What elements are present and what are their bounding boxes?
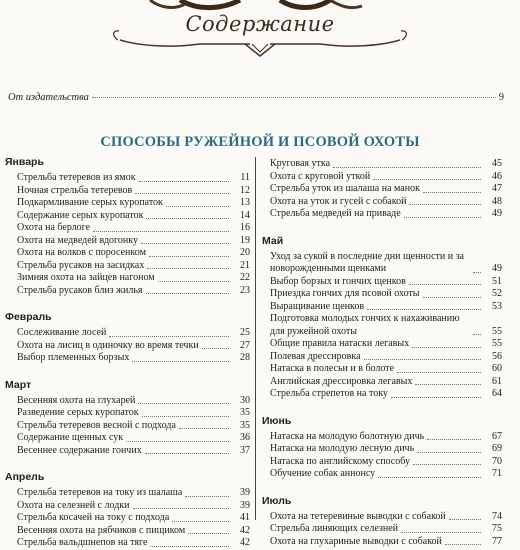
toc-entry[interactable] — [262, 288, 502, 301]
toc-entry[interactable] — [5, 395, 250, 408]
entry-title: Полевая дрессировка — [270, 350, 361, 362]
dot-leader — [138, 402, 229, 404]
dot-leader — [146, 217, 229, 219]
dot-leader — [109, 335, 229, 337]
toc-entry[interactable] — [5, 327, 250, 340]
month-heading: Март — [5, 378, 32, 391]
toc-entry[interactable] — [262, 376, 502, 389]
page-number: 25 — [240, 327, 250, 338]
page-number: 37 — [240, 444, 250, 456]
page-number: 42 — [240, 524, 250, 536]
entry-title: Выращивание щенков — [270, 300, 365, 312]
page-number: 11 — [240, 172, 250, 183]
toc-entry[interactable] — [262, 456, 502, 469]
toc-entry[interactable] — [5, 420, 250, 433]
page-number: 28 — [240, 352, 250, 363]
page-number: 30 — [240, 394, 250, 406]
page-number: 12 — [240, 184, 250, 196]
dot-leader — [367, 308, 481, 310]
entry-title: Натаска на молодую лесную дичь — [270, 443, 415, 454]
page-number: 19 — [240, 234, 250, 246]
dot-leader — [139, 180, 229, 182]
page-number: 39 — [240, 487, 250, 498]
month-heading: Июль — [262, 494, 292, 507]
dot-leader — [126, 440, 229, 442]
entry-title: Стрельба линяющих селезней — [270, 523, 399, 534]
entry-title: Охота на глухариные выводки с собакой — [270, 535, 442, 547]
toc-entry[interactable] — [5, 260, 250, 273]
dot-leader — [473, 271, 481, 273]
entry-title: Стрельба уток из шалаша на манок — [270, 183, 420, 194]
page-number: 35 — [240, 407, 250, 418]
entry-title: Общие правила натаски легавых — [270, 338, 410, 349]
page-number: 51 — [492, 275, 502, 287]
dot-leader — [423, 296, 481, 298]
entry-title: Ночная стрельба тетеревов — [17, 184, 133, 196]
dot-leader — [333, 166, 481, 168]
dot-leader — [409, 283, 481, 285]
toc-entry[interactable] — [262, 511, 502, 524]
dot-leader — [147, 267, 229, 269]
toc-entry[interactable] — [262, 388, 502, 401]
toc-entry[interactable] — [262, 208, 502, 221]
dot-leader — [373, 178, 481, 180]
entry-title: Охота с круговой уткой — [270, 170, 371, 182]
page-number: 16 — [240, 222, 250, 233]
page-number: 39 — [240, 499, 250, 511]
toc-entry[interactable] — [262, 171, 502, 184]
toc-entry[interactable] — [5, 352, 250, 365]
toc-entry[interactable] — [262, 338, 502, 351]
page-number: 75 — [492, 523, 502, 534]
entry-title: Выбор борзых и гончих щенков — [270, 275, 406, 287]
page-number: 64 — [492, 388, 502, 399]
header-ornament — [0, 0, 520, 60]
entry-title: Охота на медведей вдогонку — [17, 234, 138, 246]
toc-entry[interactable] — [5, 487, 250, 500]
page-number: 49 — [492, 208, 502, 219]
dot-leader — [427, 438, 481, 440]
entry-title: Весеннее содержание гончих — [17, 444, 142, 456]
toc-entry[interactable] — [5, 512, 250, 525]
entry-title: Охота на берлоге — [17, 222, 91, 233]
dot-leader — [401, 531, 481, 533]
toc-entry[interactable] — [5, 407, 250, 420]
dot-leader — [150, 545, 229, 547]
toc-entry[interactable] — [262, 523, 502, 536]
page-number: 53 — [492, 300, 502, 312]
page-number: 69 — [492, 443, 502, 454]
entry-title: Сослеживание лосей — [17, 327, 107, 338]
page-number: 45 — [492, 158, 502, 169]
toc-entry[interactable] — [262, 183, 502, 196]
left-column — [5, 156, 250, 550]
page-number: 13 — [240, 197, 250, 208]
page-number: 74 — [492, 510, 502, 522]
dot-leader — [93, 230, 229, 232]
dot-leader — [445, 543, 481, 545]
contents-title: Содержание — [185, 12, 335, 36]
entry-title: Стрельба тетеревов из ямок — [17, 172, 136, 183]
dot-leader — [158, 280, 229, 282]
month-heading: Май — [262, 234, 284, 247]
month-heading: Апрель — [5, 471, 45, 483]
page-number: 61 — [492, 375, 502, 387]
entry-title: Весенняя охота на глухарей — [17, 394, 136, 406]
dot-leader — [92, 96, 496, 98]
dot-leader — [135, 192, 229, 194]
toc-entry[interactable] — [5, 340, 250, 353]
page-number: 9 — [498, 92, 504, 103]
dot-leader — [141, 242, 229, 244]
column-divider — [255, 157, 256, 520]
toc-entry[interactable] — [5, 235, 250, 248]
page-number: 46 — [492, 170, 502, 182]
page-number: 21 — [240, 259, 250, 271]
entry-title: Обучение собак аннонсу — [270, 468, 376, 479]
toc-entry[interactable] — [262, 158, 502, 171]
toc-entry[interactable] — [262, 431, 502, 444]
entry-title: Стрельба косачей на току с подхода — [17, 512, 170, 523]
toc-entry[interactable] — [5, 222, 250, 235]
page-number: 60 — [492, 363, 502, 374]
dot-leader — [179, 427, 229, 429]
toc-entry[interactable] — [5, 445, 250, 458]
toc-entry[interactable] — [5, 537, 250, 550]
dot-leader — [132, 360, 229, 362]
page-number: 67 — [492, 430, 502, 442]
entry-title: Разведение серых куропаток — [17, 407, 139, 418]
page-number: 27 — [240, 339, 250, 351]
page-number: 42 — [240, 537, 250, 548]
entry-title: Содержание серых куропаток — [17, 209, 144, 221]
month-heading: Июнь — [262, 414, 292, 427]
dot-leader — [146, 292, 229, 294]
entry-title: Зимняя охота на зайцев нагоном — [17, 272, 155, 283]
toc-entry[interactable] — [5, 272, 250, 285]
dot-leader — [417, 451, 481, 453]
entry-title: Стрельба тетеревов весной с подхода — [17, 419, 176, 431]
dot-leader — [404, 216, 481, 218]
entry-title: Натаска по английскому способу — [270, 455, 410, 467]
dot-leader — [473, 333, 481, 335]
toc-entry[interactable] — [5, 500, 250, 513]
toc-entry[interactable] — [262, 276, 502, 289]
dot-leader — [188, 532, 229, 534]
month-heading: Январь — [5, 156, 44, 168]
entry-title: Подкармливание серых куропаток — [17, 197, 163, 208]
continued-entries — [262, 158, 502, 221]
dot-leader — [202, 347, 229, 349]
entry-title: Натаска в полесьи и в болоте — [270, 363, 395, 374]
dot-leader — [149, 255, 229, 257]
entry-title: Охота на тетеревиные выводки с собакой — [270, 510, 446, 522]
toc-entry[interactable] — [5, 197, 250, 210]
toc-entry[interactable] — [262, 443, 502, 456]
entry-title: Уход за сукой в последние дни щенности и за новорожденными щенками — [270, 250, 464, 274]
page-number: 14 — [240, 209, 250, 221]
toc-entry[interactable] — [262, 468, 502, 481]
entry-title: Стрельба тетеревов на току из шалаша — [17, 487, 183, 498]
entry-title: Стрельба медведей на приваде — [270, 208, 401, 219]
dot-leader — [364, 358, 481, 360]
page-number: 35 — [240, 419, 250, 431]
entry-title: Стрельба вальдшнепов на тяге — [17, 537, 148, 548]
publisher-entry[interactable] — [8, 92, 504, 103]
page-number: 55 — [492, 338, 502, 349]
page-number: 49 — [492, 263, 502, 274]
toc-entry[interactable] — [262, 313, 502, 338]
dot-leader — [133, 507, 229, 509]
toc-entry[interactable] — [5, 525, 250, 538]
entry-title: Приездка гончих для псовой охоты — [270, 288, 420, 299]
entry-title: Охота на волков с поросенком — [17, 247, 146, 258]
dot-leader — [185, 495, 229, 497]
toc-entry[interactable] — [262, 251, 502, 276]
page-number: 41 — [240, 512, 250, 523]
entry-title: Охота на лисиц в одиночку во время течки — [17, 339, 199, 351]
entry-title: Стрельба русаков близ жилья — [17, 284, 143, 296]
toc-entry[interactable] — [5, 432, 250, 445]
page-number: 20 — [240, 247, 250, 258]
page-number: 22 — [240, 272, 250, 283]
dot-leader — [409, 203, 481, 205]
section-title: СПОСОБЫ РУЖЕЙНОЙ И ПСОВОЙ ОХОТЫ — [100, 134, 420, 150]
toc-entry[interactable] — [5, 210, 250, 223]
entry-title: Стрельба стрепетов на току — [270, 388, 388, 399]
entry-title: Выбор племенных борзых — [17, 352, 130, 363]
toc-entry[interactable] — [5, 185, 250, 198]
toc-entry[interactable] — [262, 363, 502, 376]
page-number: 77 — [492, 535, 502, 547]
toc-entry[interactable] — [262, 536, 502, 549]
dot-leader — [391, 396, 481, 398]
dot-leader — [142, 415, 229, 417]
entry-title: Охота на уток и гусей с собакой — [270, 195, 407, 207]
entry-title: Весенняя охота на рябчиков с пищиком — [17, 524, 186, 536]
dot-leader — [423, 191, 481, 193]
dot-leader — [413, 463, 481, 465]
page-number: 55 — [492, 325, 502, 337]
page-number: 36 — [240, 432, 250, 443]
toc-entry[interactable] — [262, 196, 502, 209]
dot-leader — [397, 371, 481, 373]
toc-entry[interactable] — [5, 285, 250, 298]
toc-entry[interactable] — [262, 301, 502, 314]
toc-entry[interactable] — [262, 351, 502, 364]
dot-leader — [378, 476, 481, 478]
page-number: 23 — [240, 284, 250, 296]
page-number: 52 — [492, 288, 502, 299]
entry-title: Круговая утка — [270, 158, 331, 169]
right-column — [262, 156, 502, 548]
entry-title: Английская дрессировка легавых — [270, 375, 413, 387]
page-number: 47 — [492, 183, 502, 194]
entry-title: Подготовка молодых гончих к нахаживанию для ружейной охоты — [270, 313, 460, 337]
entry-title: Натаска на молодую болотную дичь — [270, 430, 425, 442]
page-number: 56 — [492, 350, 502, 362]
dot-leader — [412, 346, 481, 348]
dot-leader — [145, 452, 229, 454]
entry-title: Содержание щенных сук — [17, 432, 124, 443]
month-heading: Февраль — [5, 311, 52, 323]
toc-entry[interactable] — [5, 247, 250, 260]
page-number: 48 — [492, 195, 502, 207]
publisher-label: От издательства — [8, 92, 89, 103]
entry-title: Охота на селезней с лодки — [17, 499, 130, 511]
entry-title: Стрельба русаков на засидках — [17, 259, 145, 271]
page-number: 71 — [492, 468, 502, 479]
page-number: 70 — [492, 455, 502, 467]
toc-entry[interactable] — [5, 172, 250, 185]
dot-leader — [415, 383, 481, 385]
dot-leader — [166, 205, 229, 207]
